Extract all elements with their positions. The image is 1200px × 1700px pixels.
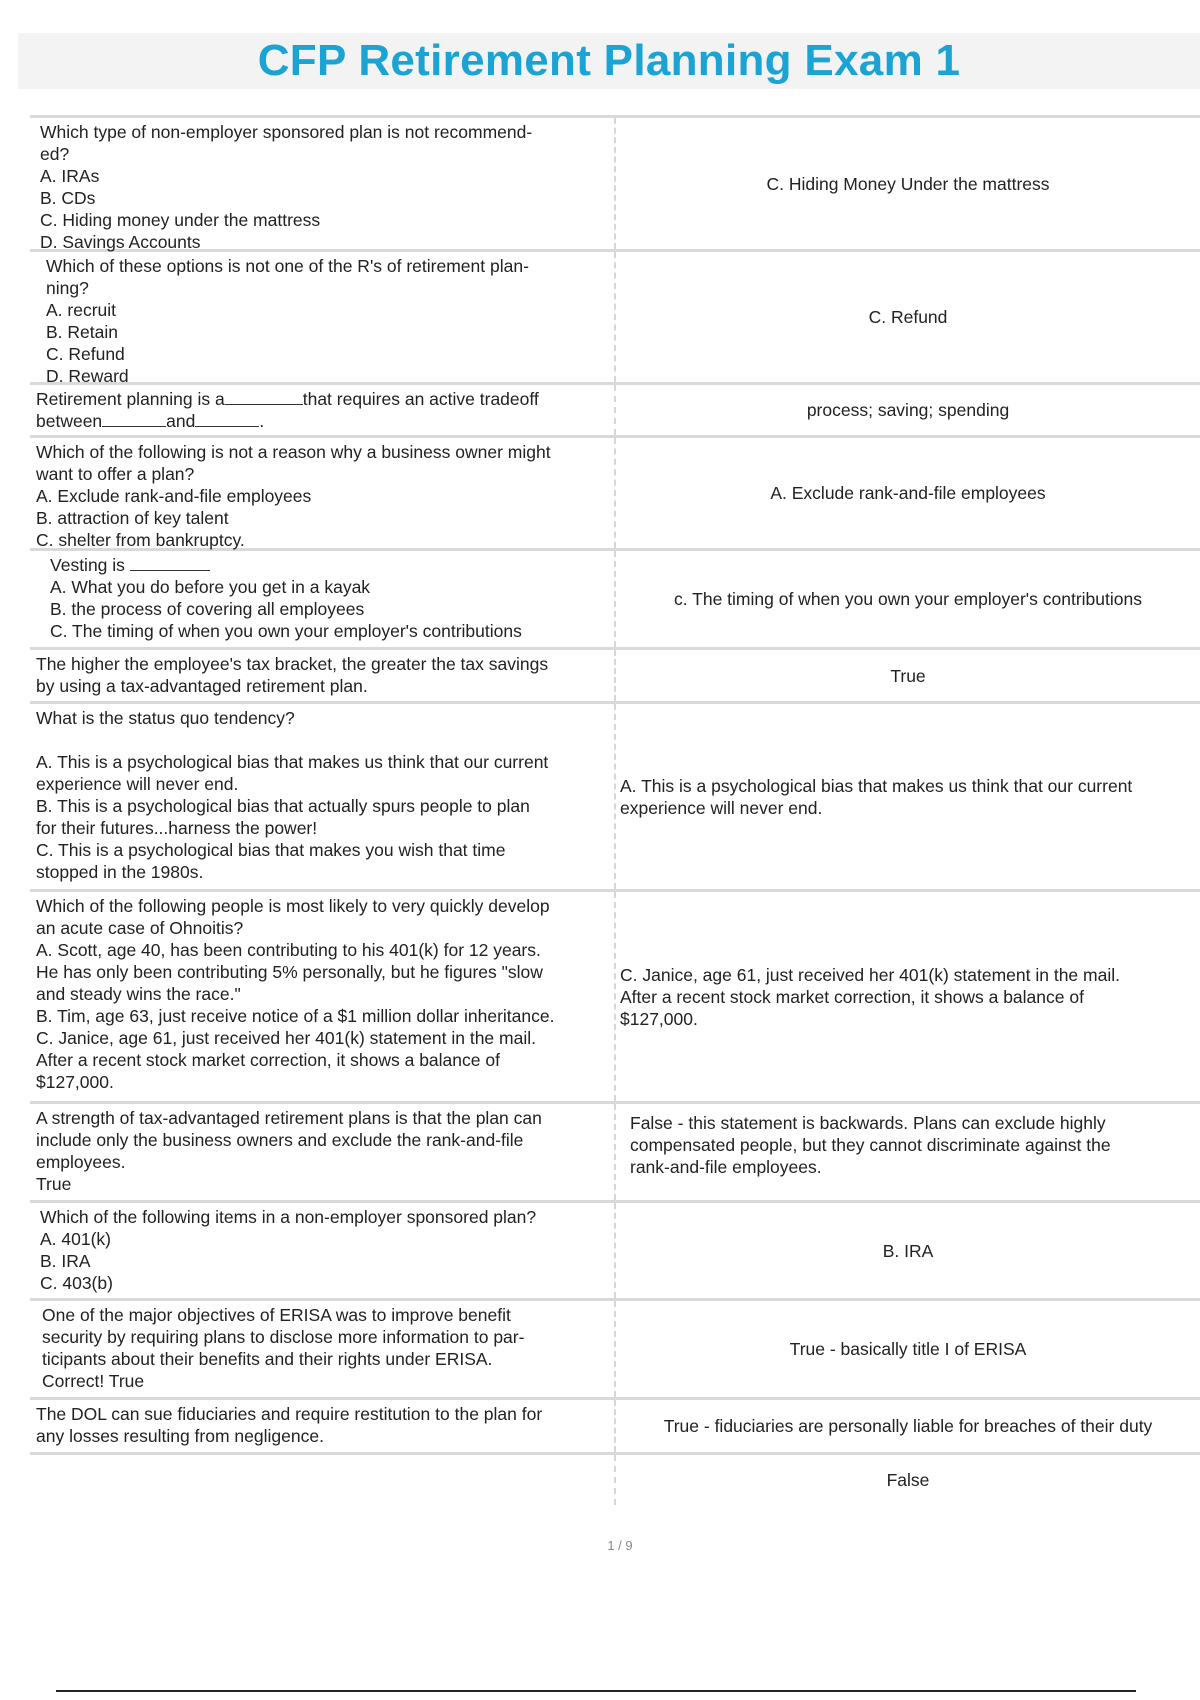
question-line: After a recent stock market correction, it shows a balance of [36,1050,500,1070]
answer-cell [616,385,1200,435]
answer-text: True [890,665,926,686]
question-cell [30,1104,616,1200]
question-cell [30,438,616,548]
question-line: B. attraction of key talent [36,508,229,528]
answer-line: After a recent stock market correction, it shows a balance of [620,986,1084,1007]
question-cell [30,252,616,386]
question-line: One of the major objectives of ERISA was to improve benefit [42,1305,511,1325]
answer-text [630,1112,1111,1178]
question-line: A. What you do before you get in a kayak [50,577,371,597]
answer-text: c. The timing of when you own your employer's contributions [674,589,1142,609]
table-row [30,1104,1200,1203]
answer-line: False - this statement is backwards. Plans can exclude highly [630,1113,1106,1133]
answer-line: $127,000. [620,1008,698,1029]
table-row [30,385,1200,438]
answer-text: C. Refund [868,307,948,327]
question-cell [30,385,616,435]
question-line: stopped in the 1980s. [36,862,204,882]
table-row [30,650,1200,704]
answer-text: process; saving; spending [806,400,1010,420]
answer-line: experience will never end. [620,797,823,818]
answer-text: False [886,1470,930,1490]
table-row [30,1400,1200,1455]
question-line: want to offer a plan? [36,464,195,484]
question-line: and steady wins the race." [36,984,241,1004]
question-line: B. CDs [40,188,96,208]
question-text: Retirement planning is a [36,389,225,409]
question-line: A. Exclude rank-and-file employees [36,486,312,506]
question-line: B. Retain [46,322,118,342]
answer-cell [616,650,1200,701]
question-line: B. This is a psychological bias that actually spurs people to plan [36,796,530,816]
title-bar [18,33,1200,89]
answer-line: C. Janice, age 61, just received her 401(k) statement in the mail. [620,964,1120,985]
question-line: Which of these options is not one of the R's of retirement plan- [46,256,529,276]
table-row [30,1455,1200,1505]
answer-text: True - basically title I of ERISA [789,1339,1027,1359]
question-cell [30,650,616,701]
answer-text [620,775,1132,819]
question-line: A. IRAs [40,166,100,186]
question-line: True [36,1174,72,1194]
fill-in-blank [195,412,259,427]
question-line: experience will never end. [36,774,239,794]
question-line: ning? [46,278,89,298]
answer-text: B. IRA [882,1240,934,1261]
page-title: CFP Retirement Planning Exam 1 [257,36,961,85]
question-line: Which of the following is not a reason why a business owner might [36,442,551,462]
question-line: A strength of tax-advantaged retirement plans is that the plan can [36,1108,542,1128]
answer-cell [616,438,1200,548]
question-cell [30,1301,616,1397]
question-line: A. Scott, age 40, has been contributing to his 401(k) for 12 years. [36,940,541,960]
answer-text: C. Hiding Money Under the mattress [766,173,1050,194]
question-line: What is the status quo tendency? [36,708,295,728]
question-line [36,554,606,576]
question-line [36,729,606,751]
question-line: D. Savings Accounts [40,232,201,252]
question-cell [30,1203,616,1298]
question-line: security by requiring plans to disclose more information to par- [42,1327,525,1347]
question-line: ticipants about their benefits and their rights under ERISA. [42,1349,493,1369]
question-line: C. The timing of when you own your employer's contributions [50,621,522,641]
question-line: A. 401(k) [40,1229,111,1249]
question-cell [30,118,616,252]
answer-text: A. Exclude rank-and-file employees [770,483,1046,503]
question-line: A. recruit [46,300,117,320]
question-line: B. IRA [40,1251,91,1271]
question-line: by using a tax-advantaged retirement plan. [36,676,368,696]
answer-text: True - fiduciaries are personally liable for breaches of their duty [663,1416,1153,1436]
question-line: C. 403(b) [40,1273,113,1293]
table-row [30,892,1200,1104]
question-line: Which type of non-employer sponsored plan is not recommend- [40,122,533,142]
table-row [30,1203,1200,1301]
question-line: C. This is a psychological bias that makes you wish that time [36,840,506,860]
answer-cell [616,118,1200,249]
question-line: any losses resulting from negligence. [36,1426,324,1446]
table-row [30,551,1200,650]
qa-table [30,115,1200,1505]
question-line: B. the process of covering all employees [50,599,365,619]
question-cell [30,551,616,647]
question-line: $127,000. [36,1072,114,1092]
answer-cell [616,1400,1200,1452]
footer-divider [56,1690,1136,1692]
answer-cell [616,1203,1200,1298]
answer-text [620,964,1120,1030]
question-line: C. Janice, age 61, just received her 401(k) statement in the mail. [36,1028,536,1048]
question-text: between [36,411,103,431]
question-cell [30,704,616,889]
question-line: C. Refund [46,344,125,364]
question-text: Vesting is [50,555,125,575]
question-cell [30,892,616,1101]
page-number: 1 / 9 [607,1538,633,1553]
table-row [30,252,1200,385]
answer-cell [616,1104,1200,1200]
table-row [30,704,1200,892]
answer-line: rank-and-file employees. [630,1157,822,1177]
question-line [36,410,606,432]
question-text: that requires an active tradeoff [302,389,539,409]
table-row [30,118,1200,252]
question-cell [30,1455,616,1505]
question-text: and [166,411,196,431]
fill-in-blank [130,556,210,571]
question-line: B. Tim, age 63, just receive notice of a $1 million dollar inheritance. [36,1006,555,1026]
question-line: Correct! True [42,1371,145,1391]
question-line: an acute case of Ohnoitis? [36,918,244,938]
question-line: The DOL can sue fiduciaries and require restitution to the plan for [36,1404,543,1424]
question-line: He has only been contributing 5% personally, but he figures "slow [36,962,543,982]
answer-cell [616,892,1200,1101]
answer-cell [616,252,1200,382]
answer-cell [616,551,1200,647]
question-line: Which of the following people is most likely to very quickly develop [36,896,550,916]
question-line: The higher the employee's tax bracket, the greater the tax savings [36,654,549,674]
table-row [30,1301,1200,1400]
question-line: ed? [40,144,70,164]
question-line: D. Reward [46,366,129,386]
answer-cell [616,704,1200,889]
question-line: A. This is a psychological bias that makes us think that our current [36,752,549,772]
question-line: include only the business owners and exclude the rank-and-file [36,1130,524,1150]
answer-line: compensated people, but they cannot discriminate against the [630,1135,1111,1155]
fill-in-blank [225,390,303,405]
question-cell [30,1400,616,1452]
question-line: employees. [36,1152,126,1172]
question-line: C. shelter from bankruptcy. [36,530,245,550]
question-line: for their futures...harness the power! [36,818,318,838]
question-text: . [259,411,265,431]
question-line: C. Hiding money under the mattress [40,210,321,230]
fill-in-blank [102,412,166,427]
answer-cell [616,1301,1200,1397]
table-row [30,438,1200,551]
answer-cell [616,1455,1200,1505]
answer-line: A. This is a psychological bias that makes us think that our current [620,775,1133,796]
question-line: Which of the following items in a non-employer sponsored plan? [40,1207,537,1227]
question-line [36,388,606,410]
